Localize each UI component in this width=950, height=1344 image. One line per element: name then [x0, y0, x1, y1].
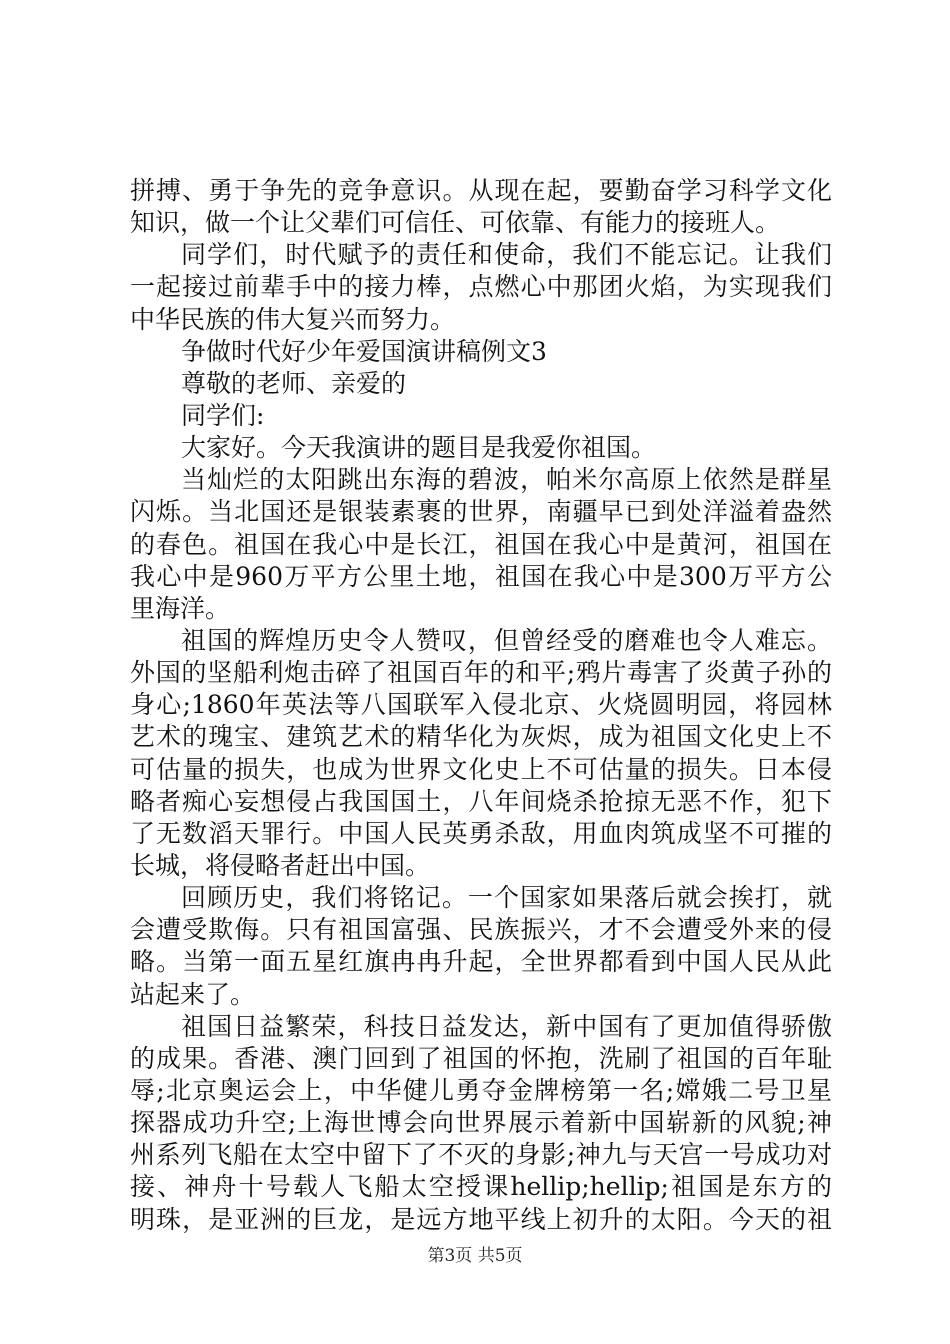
text-line: 站起来了。 — [130, 979, 256, 1009]
text-line: 拼搏、勇于争先的竞争意识。从现在起，要勤奋学习科学文化 — [130, 176, 832, 205]
text-line: 中华民族的伟大复兴而努力。 — [130, 304, 456, 334]
text-line: 争做时代好少年爱国演讲稿例文3 — [181, 336, 547, 366]
text-line: 明珠，是亚洲的巨龙，是远方地平线上初升的太阳。今天的祖 — [130, 1204, 832, 1234]
text-line: 艺术的瑰宝、建筑艺术的精华化为灰烬，成为祖国文化史上不 — [130, 722, 832, 752]
text-line: 的成果。香港、澳门回到了祖国的怀抱，洗刷了祖国的百年耻 — [130, 1043, 832, 1073]
text-line: 我心中是960万平方公里土地，祖国在我心中是300万平方公 — [130, 561, 832, 591]
body-text — [130, 175, 832, 1236]
text-line: 尊敬的老师、亲爱的 — [181, 368, 407, 398]
text-line: 大家好。今天我演讲的题目是我爱你祖国。 — [181, 433, 657, 463]
text-line: 里海洋。 — [130, 593, 231, 623]
text-line: 同学们: — [181, 400, 265, 430]
text-line: 的春色。祖国在我心中是长江，祖国在我心中是黄河，祖国在 — [130, 529, 832, 559]
text-line: 一起接过前辈手中的接力棒，点燃心中那团火焰，为实现我们 — [130, 272, 832, 302]
text-line: 会遭受欺侮。只有祖国富强、民族振兴，才不会遭受外来的侵 — [130, 915, 832, 945]
text-line: 同学们，时代赋予的责任和使命，我们不能忘记。让我们 — [181, 240, 832, 270]
text-line: 探器成功升空;上海世博会向世界展示着新中国崭新的风貌;神 — [130, 1108, 832, 1138]
page-number-footer: 第3页 共5页 — [427, 1246, 523, 1266]
text-line: 外国的坚船利炮击碎了祖国百年的和平;鸦片毒害了炎黄子孙的 — [130, 658, 832, 688]
text-line: 知识，做一个让父辈们可信任、可依靠、有能力的接班人。 — [130, 208, 781, 238]
text-line: 当灿烂的太阳跳出东海的碧波，帕米尔高原上依然是群星 — [181, 465, 832, 495]
text-line: 可估量的损失，也成为世界文化史上不可估量的损失。日本侵 — [130, 754, 832, 784]
text-line: 辱;北京奥运会上，中华健儿勇夺金牌榜第一名;嫦娥二号卫星 — [130, 1075, 832, 1105]
text-line: 接、神舟十号载人飞船太空授课hellip;hellip;祖国是东方的 — [130, 1172, 832, 1202]
text-line: 祖国的辉煌历史令人赞叹，但曾经受的磨难也令人难忘。 — [181, 625, 832, 655]
text-line: 了无数滔天罪行。中国人民英勇杀敌，用血肉筑成坚不可摧的 — [130, 818, 832, 848]
text-line: 长城，将侵略者赶出中国。 — [130, 850, 431, 880]
text-line: 略。当第一面五星红旗冉冉升起，全世界都看到中国人民从此 — [130, 947, 832, 977]
text-line: 回顾历史，我们将铭记。一个国家如果落后就会挨打，就 — [181, 883, 832, 913]
text-line: 州系列飞船在太空中留下了不灭的身影;神九与天宫一号成功对 — [130, 1140, 832, 1170]
text-line: 祖国日益繁荣，科技日益发达，新中国有了更加值得骄傲 — [181, 1011, 832, 1041]
text-line: 略者痴心妄想侵占我国国土，八年间烧杀抢掠无恶不作，犯下 — [130, 786, 832, 816]
text-line: 闪烁。当北国还是银装素裹的世界，南疆早已到处洋溢着盎然 — [130, 497, 832, 527]
text-line: 身心;1860年英法等八国联军入侵北京、火烧圆明园，将园林 — [130, 690, 832, 720]
